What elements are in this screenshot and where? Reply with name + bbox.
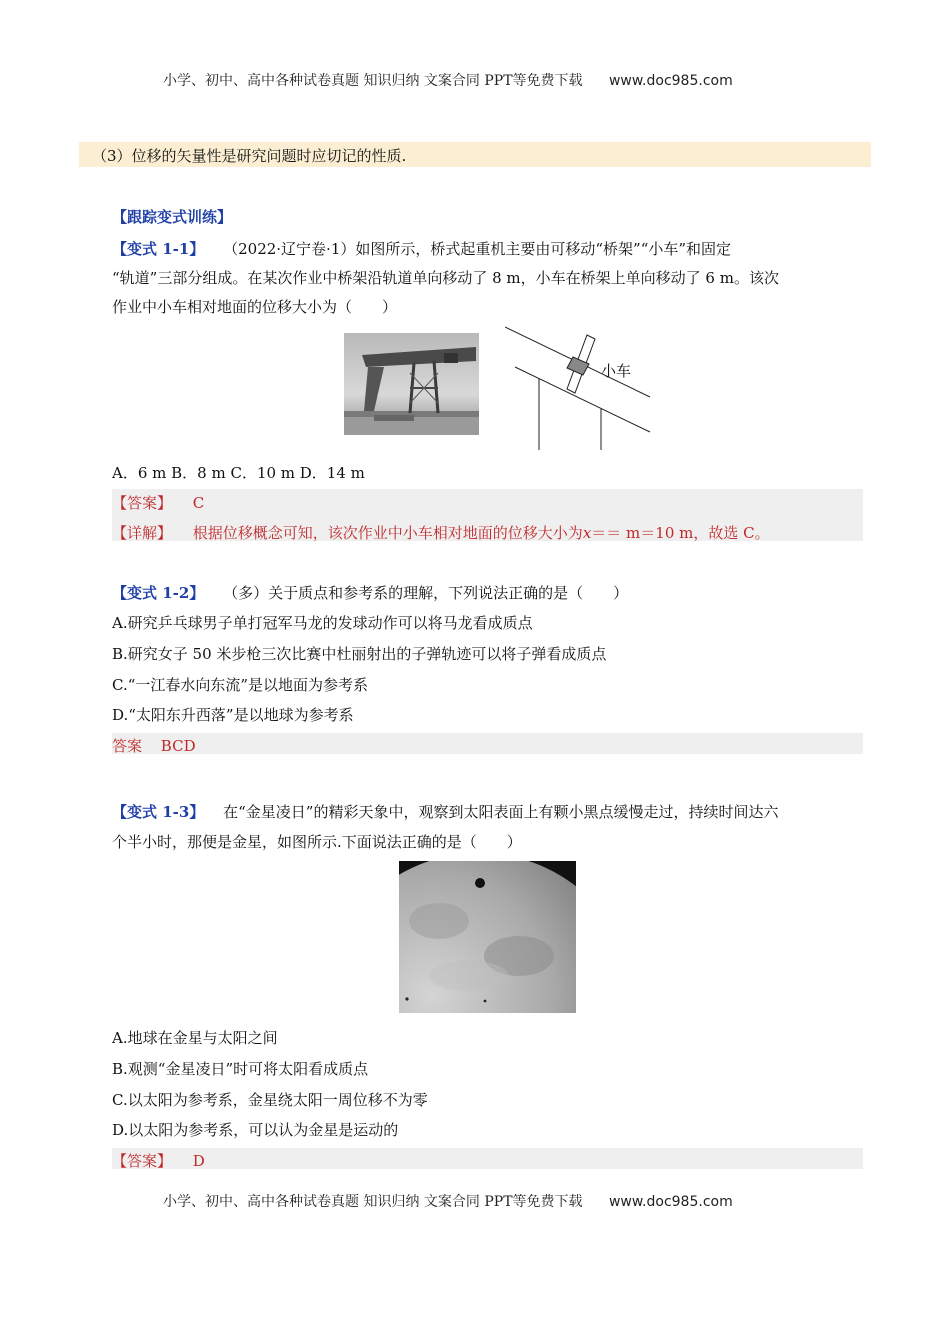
q1-answer-value: C: [192, 494, 205, 512]
header-url[interactable]: www.doc985.com: [608, 73, 733, 89]
q3-line1: [112, 801, 778, 822]
q3-tag: 【变式 1-3】: [112, 803, 205, 821]
q3-option-c: C.以太阳为参考系，金星绕太阳一周位移不为零: [112, 1091, 428, 1109]
q3-option-d: D.以太阳为参考系，可以认为金星是运动的: [112, 1121, 399, 1139]
header-text: 小学、初中、高中各种试卷真题 知识归纳 文案合同 PPT等免费下载: [163, 73, 583, 89]
q3-answer-tag: 【答案】: [112, 1152, 173, 1170]
q2-answer-tag: 答案: [112, 737, 143, 755]
q1-tag: 【变式 1-1】: [112, 240, 205, 258]
q3-line2: 个半小时，那便是金星，如图所示.下面说法正确的是（ ）: [112, 833, 522, 851]
q1-detail-tag: 【详解】: [112, 524, 173, 542]
q3-option-b: B.观测“金星凌日”时可将太阳看成质点: [112, 1060, 369, 1078]
q2-option-d: D.“太阳东升西落”是以地球为参考系: [112, 706, 354, 724]
q3-answer-band: [112, 1148, 863, 1169]
footer-url[interactable]: www.doc985.com: [608, 1194, 733, 1210]
q2-answer: [112, 735, 196, 756]
q3-stem-line1: 在“金星凌日”的精彩天象中，观察到太阳表面上有颗小黑点缓慢走过，持续时间达六: [223, 803, 779, 821]
q3-answer: [112, 1150, 205, 1171]
q2-stem: [112, 582, 628, 603]
section-title: 【跟踪变式训练】: [112, 208, 233, 226]
footer-text: 小学、初中、高中各种试卷真题 知识归纳 文案合同 PPT等免费下载: [163, 1194, 583, 1210]
page-footer: [163, 1191, 733, 1211]
diagram-label: 小车: [601, 362, 632, 380]
q1-detail: [112, 522, 770, 543]
q1-answer-tag: 【答案】: [112, 494, 173, 512]
venus-transit-photo: [399, 861, 576, 1013]
q2-option-b: B.研究女子 50 米步枪三次比赛中杜丽射出的子弹轨迹可以将子弹看成质点: [112, 645, 607, 663]
q1-detail-post: ＝＝ m＝10 m，故选 C。: [591, 524, 770, 542]
crane-diagram: [505, 325, 655, 450]
note-text: （3）位移的矢量性是研究问题时应切记的性质.: [92, 147, 407, 165]
q1-stem-line1: （2022·辽宁卷·1）如图所示，桥式起重机主要由可移动“桥架”“小车”和固定: [223, 240, 732, 258]
q2-option-c: C.“一江春水向东流”是以地面为参考系: [112, 676, 369, 694]
q2-tag: 【变式 1-2】: [112, 584, 205, 602]
page-header: [163, 70, 733, 90]
q1-options: A．6 m B．8 m C．10 m D．14 m: [112, 464, 365, 482]
q1-line3: 作业中小车相对地面的位移大小为（ ）: [112, 298, 398, 316]
q2-answer-value: BCD: [160, 737, 196, 755]
q3-answer-value: D: [192, 1152, 205, 1170]
crane-photo: [344, 333, 479, 435]
q1-answer: [112, 492, 204, 513]
q2-stem-text: （多）关于质点和参考系的理解，下列说法正确的是（ ）: [223, 584, 629, 602]
q2-answer-band: [112, 733, 863, 754]
q1-detail-var: x: [582, 524, 592, 542]
q2-option-a: A.研究乒乓球男子单打冠军马龙的发球动作可以将马龙看成质点: [112, 614, 533, 632]
q1-line2: “轨道”三部分组成。在某次作业中桥架沿轨道单向移动了 8 m，小车在桥架上单向移动了 6 m。该次: [112, 269, 779, 287]
q3-option-a: A.地球在金星与太阳之间: [112, 1029, 278, 1047]
q1-detail-pre: 根据位移概念可知，该次作业中小车相对地面的位移大小为: [192, 524, 583, 542]
q1-line1: [112, 238, 731, 259]
